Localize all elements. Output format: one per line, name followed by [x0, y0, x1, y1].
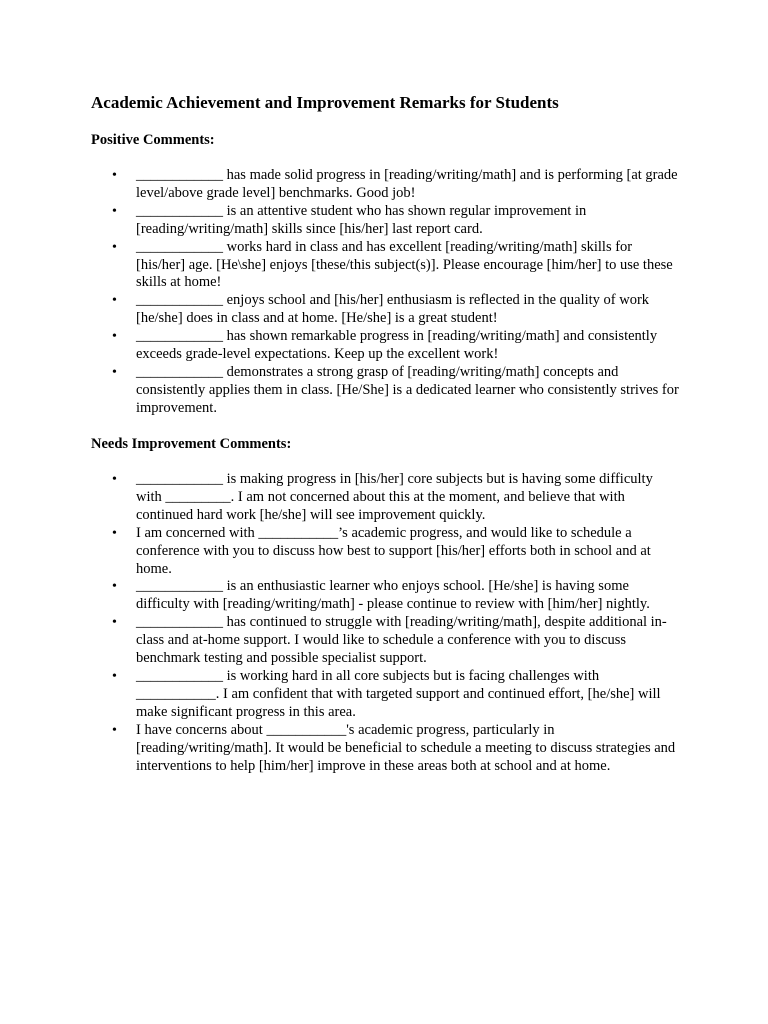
comment-text: ____________ enjoys school and [his/her] enthusiasm is reflected in the quality of work [he/she] does in class and at home. [He/she] is a great student! — [136, 292, 650, 327]
bullet-icon: • — [112, 293, 117, 309]
comment-text: ____________ is making progress in [his/her] core subjects but is having some difficulty with _________. I am not concerned about this at the moment, and believe that with continued hard work [he/she] will see improvement quickly. — [136, 471, 653, 523]
bullet-icon: • — [112, 364, 117, 380]
comment-text: I am concerned with ___________’s academic progress, and would like to schedule a conference with you to discuss how best to support [his/her] efforts both in school and at home. — [136, 524, 651, 577]
section-heading-needs-improvement-comments: Needs Improvement Comments: — [91, 436, 292, 452]
comment-text: I have concerns about ___________'s academic progress, particularly in [reading/writing/math]. It would be beneficial to schedule a meeting to discuss strategies and interventions to help [him/her] improve in these areas both at school and at home. — [136, 721, 676, 774]
bullet-icon: • — [112, 168, 117, 183]
bullet-icon: • — [112, 472, 117, 487]
comment-text: ____________ is an attentive student who has shown regular improvement in [reading/writing/math] skills since [his/her] last report card. — [136, 202, 587, 237]
list-item — [112, 238, 681, 293]
comment-text: ____________ has continued to struggle with [reading/writing/math], despite additional in-class and at-home support. I would like to schedule a conference with you to discuss benchmark testing and possible specialist support. — [136, 614, 667, 667]
list-item — [112, 292, 681, 328]
document-title: Academic Achievement and Improvement Remarks for Students — [91, 93, 559, 112]
list-item — [112, 202, 681, 239]
list-item — [112, 614, 681, 668]
bullet-icon: • — [112, 579, 117, 595]
comment-text: ____________ demonstrates a strong grasp of [reading/writing/math] concepts and consistently applies them in class. [He/She] is a dedicated learner who consistently strives for improvement. — [136, 363, 679, 416]
list-item — [112, 167, 681, 203]
bullet-icon: • — [112, 239, 117, 255]
needs-improvement-comments-list — [112, 471, 681, 775]
bullet-icon: • — [112, 203, 117, 219]
section-heading-positive-comments: Positive Comments: — [91, 132, 215, 148]
bullet-icon: • — [112, 722, 117, 738]
comment-text: ____________ has shown remarkable progress in [reading/writing/math] and consistently exceeds grade-level expectations. Keep up the excellent work! — [136, 328, 658, 363]
bullet-icon: • — [112, 525, 117, 541]
list-item — [112, 667, 681, 722]
list-item — [112, 363, 681, 418]
bullet-icon: • — [112, 615, 117, 631]
bullet-icon: • — [112, 329, 117, 345]
list-item — [112, 578, 681, 614]
comment-text: ____________ is an enthusiastic learner who enjoys school. [He/she] is having some difficulty with [reading/writing/math] - please continue to review with [him/her] nightly. — [136, 578, 650, 613]
bullet-icon: • — [112, 668, 117, 684]
list-item — [112, 471, 681, 525]
comment-text: ____________ is working hard in all core subjects but is facing challenges with ___________. I am confident that with targeted support and continued effort, [he/she] will make significant progress in this area. — [136, 667, 661, 720]
positive-comments-list — [112, 167, 681, 418]
list-item — [112, 524, 681, 579]
list-item — [112, 328, 681, 364]
comment-text: ____________ has made solid progress in [reading/writing/math] and is performing [at grade level/above grade level] benchmarks. Good job! — [136, 167, 678, 201]
comment-text: ____________ works hard in class and has excellent [reading/writing/math] skills for [his/her] age. [He\she] enjoys [these/this subject(s)]. Please encourage [him/her] to use these skills at home! — [136, 238, 673, 291]
list-item — [112, 721, 681, 776]
